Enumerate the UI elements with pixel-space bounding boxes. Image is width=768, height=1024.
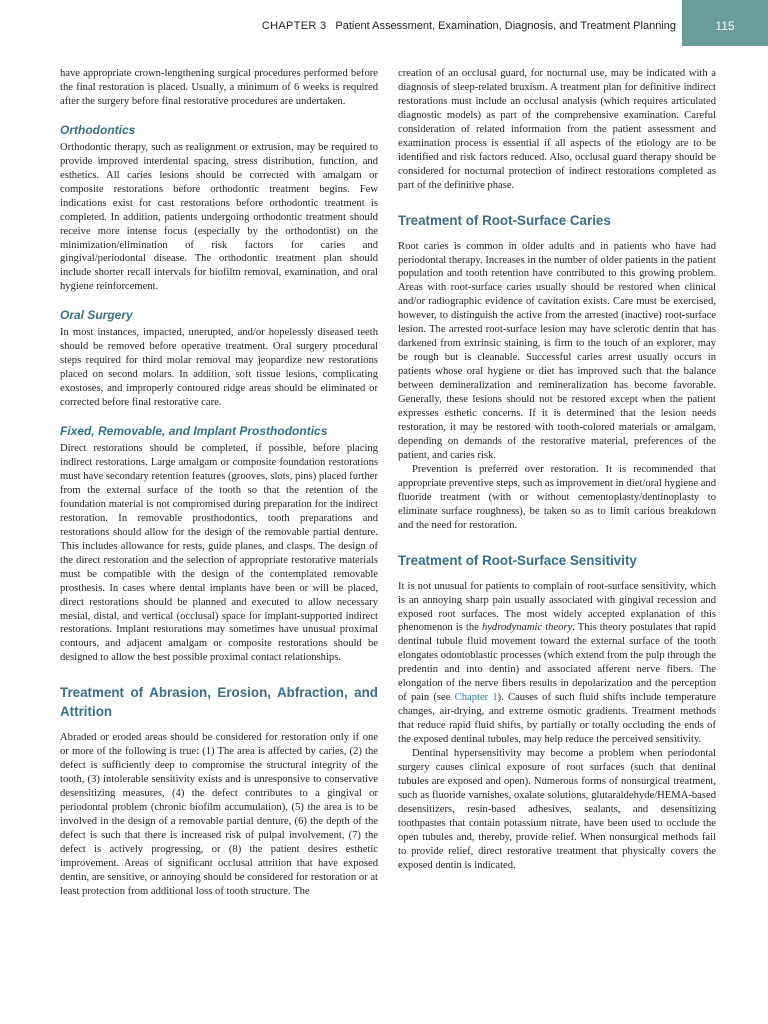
paragraph: In most instances, impacted, unerupted, and/or hopelessly diseased teeth should be removed before operative treatment. Oral surgery procedural steps required for third molar removal may jeopardize new restorations placed on second molars. In addition, soft tissue lesions, complicating exostoses, and improperly contoured ridge areas should be eliminated or corrected before final restorative care.	[60, 327, 378, 409]
paragraph: Root caries is common in older adults and in patients who have had periodontal therapy. Increases in the number of older patients in the patient population and tooth retention have contributed to this growing problem. Areas with root-surface caries usually should be restored when clinical and/or radiographic evidence of cavitation exists. Care must be exercised, however, to distinguish the active from the arrested (inactive) root-surface lesion. The arrested root-surface lesion may have sclerotic dentin that has darkened from extrinsic staining, is firm to the touch of an explorer, may be rough but is cleanable. Successful caries arrest usually occurs in patients whose oral hygiene or diet has improved such that the balance between demineralization and remineralization has become favorable. Generally, these lesions should not be restored except when the patient expresses esthetic concerns. If it is determined that the lesion needs restoration, it may be restored with tooth-colored materials or amalgam, depending on demands of the restorative material, preferences of the patient, and caries risk.	[398, 240, 716, 461]
page-number: 115	[715, 19, 735, 33]
running-header	[0, 0, 768, 46]
paragraph: Direct restorations should be completed, if possible, before placing indirect restorations. Large amalgam or composite foundation restorations must have secondary retention features (grooves, slots, pins) placed further from the external surface of the tooth so that the retention of the foundation material is not compromised during preparation for the indirect restoration. In removable prosthodontics, tooth preparations and restorations should allow for the design of the removable partial denture. This includes allowance for rests, guide planes, and clasps. The design of the direct restoration and the selection of appropriate restorative materials must be compatible with the design of the contemplated removable prosthesis. In cases where dental implants have been or will be placed, direct restorations should be planned and executed to allow necessary mesial, distal, and vertical (occlusal) space for implant-supported indirect restorations. Implant restorations may sometimes have unusual proximal contours, and adjacent amalgam or composite restorations should be designed to allow the best possible proximal contact relationships.	[60, 443, 379, 664]
paragraph	[398, 580, 716, 747]
paragraph: Prevention is preferred over restoration. It is recommended that appropriate preventive steps, such as improvement in diet/oral hygiene and fluoride treatment (with or without cementoplasty/dentinoplasty to eliminate surface roughness), be taken so as to limit carious breakdown and the need for restoration.	[398, 463, 716, 531]
section-heading-root-sensitivity: Treatment of Root-Surface Sensitivity	[398, 552, 637, 568]
paragraph: have appropriate crown-lengthening surgical procedures performed before the final restoration is placed. Usually, a minimum of 6 weeks is required after the surgery before final restorative procedures are undertaken.	[60, 68, 378, 107]
subheading-oral-surgery: Oral Surgery	[60, 308, 133, 323]
subheading-prosthodontics: Fixed, Removable, and Implant Prosthodontics	[60, 424, 328, 439]
paragraph: Dentinal hypersensitivity may become a problem when periodontal surgery causes clinical exposure of root surfaces (such that dentinal tubules are exposed and open). Numerous forms of nonsurgical treatment, such as fluoride varnishes, oxalate solutions, glutaraldehyde/HEMA-based desensitizers, resin-based adhesives, sealants, and desensitizing toothpastes that contain potassium nitrate, have been used to occlude the open tubules and, thereby, provide relief. When nonsurgical methods fail to provide relief, direct restorative treatment that physically covers the exposed dentin is indicated.	[398, 748, 716, 871]
section-heading-abrasion: Treatment of Abrasion, Erosion, Abfraction, and Attrition	[60, 685, 378, 720]
section-heading-root-caries: Treatment of Root-Surface Caries	[398, 212, 611, 228]
chapter-label: CHAPTER 3	[261, 20, 327, 32]
paragraph: Abraded or eroded areas should be considered for restoration only if one or more of the following is true: (1) The area is affected by caries, (2) the defect is sufficiently deep to compromise the structural integrity of the tooth, (3) intolerable sensitivity exists and is unresponsive to conservative desensitizing measures, (4) the defect contributes to a gingival or periodontal problem (chronic biofilm accumulation), (5) the area is to be involved in the design of a removable partial denture, (6) the depth of the defect is such that there is increased risk of pulpal involvement, (7) the defect is actively progressing, or (8) the patient desires esthetic improvement. Areas of significant occlusal attrition that have exposed dentin, are sensitive, or annoying should be considered for restoration or at least protection from additional loss of tooth structure. The	[60, 732, 378, 897]
subheading-orthodontics: Orthodontics	[60, 122, 136, 137]
text-run: It is not unusual for patients to complain of root-surface sensitivity, which is an annoying sharp pain usually associated with gingival recession and exposed root surfaces. The most widely accepted explanation of this phenomenon is the	[398, 580, 716, 634]
text-run: . This theory postulates that rapid dentinal tubule fluid movement toward the external surface of the tooth elongates odontoblastic processes (which extend from the pulp through the predentin and into dentin) and associated afferent nerve fibers. The elongation of the nerve fibers results in depolarization and the perception of pain (see	[398, 622, 716, 704]
paragraph: Orthodontic therapy, such as realignment or extrusion, may be required to provide improved interdental spacing, stress distribution, function, and esthetics. All caries lesions should be corrected with amalgam or composite restorations before orthodontic treatment begins. Few indications exist for cast restorations before orthodontic treatment is completed. In addition, patients undergoing orthodontic treatment should receive more intense focus (especially by the orthodontist) on the minimization/elimination of risk factors for caries and gingival/periodontal disease. The orthodontic treatment plan should include shorter recall intervals for biofilm removal, examination, and oral hygiene reinforcement.	[60, 141, 378, 293]
chapter-title: Patient Assessment, Examination, Diagnosis, and Treatment Planning	[335, 20, 676, 32]
italic-term: hydrodynamic theory	[481, 622, 573, 634]
chapter-link[interactable]: Chapter 1	[454, 692, 498, 704]
right-column	[398, 67, 716, 873]
paragraph: creation of an occlusal guard, for nocturnal use, may be indicated with a diagnosis of sleep-related bruxism. A treatment plan for definitive indirect restorations must include an occlusal analysis (which requires articulated diagnostic models) as part of the comprehensive examination. Careful consideration of related information from the patient assessment and examination process is essential if all aspects of the etiology are to be identified and risk factors reduced. Also, occlusal guard therapy should be considered for nocturnal protection of indirect restorations completed as part of the definitive phase.	[398, 68, 716, 191]
left-column	[60, 67, 378, 899]
page-number-tab	[682, 0, 768, 46]
running-title	[262, 20, 676, 32]
text-run: ). Causes of such fluid shifts include temperature changes, air-drying, and extreme osmotic gradients. Treatment methods that reduce rapid fluid shifts, by partially or totally occluding the ends of the exposed dentinal tubules, may help reduce the perceived sensitivity.	[398, 692, 717, 746]
